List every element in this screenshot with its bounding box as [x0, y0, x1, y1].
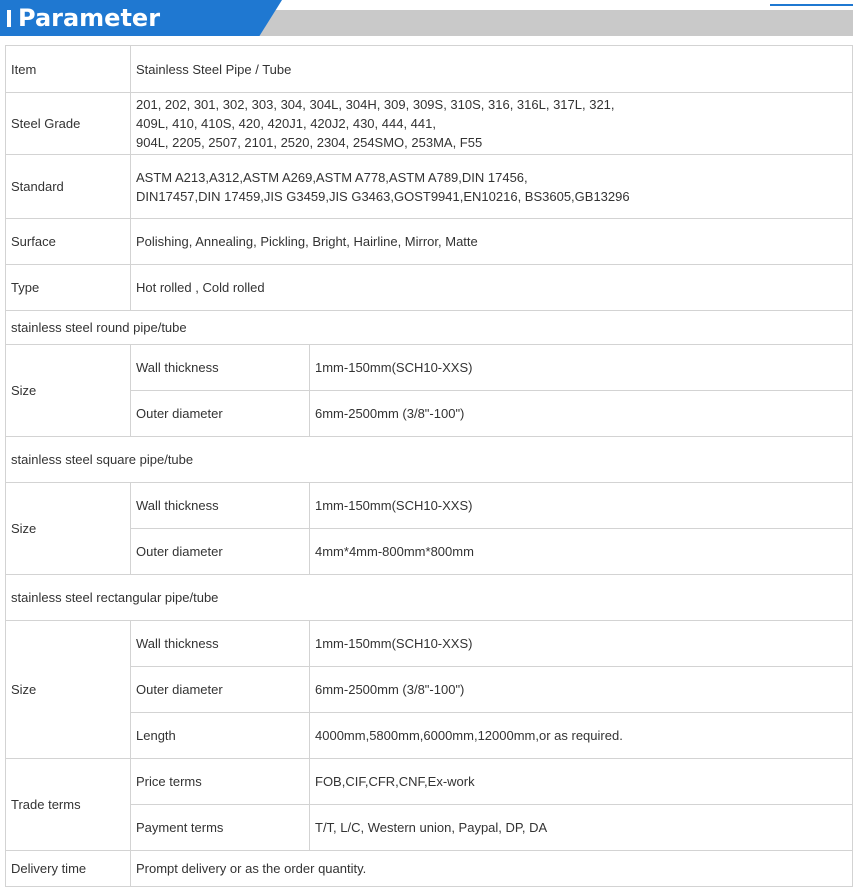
sub-label: Payment terms — [131, 805, 310, 851]
sub-value: 1mm-150mm(SCH10-XXS) — [310, 621, 853, 667]
row-label: Standard — [6, 155, 131, 219]
sub-value: 1mm-150mm(SCH10-XXS) — [310, 345, 853, 391]
section-heading-rect — [6, 575, 853, 621]
row-label: Size — [6, 345, 131, 437]
table-row-item — [6, 46, 853, 93]
table-row — [6, 759, 853, 805]
section-heading: stainless steel round pipe/tube — [6, 311, 853, 345]
sub-label: Outer diameter — [131, 529, 310, 575]
page-title-text: Parameter — [18, 4, 161, 32]
row-value: Prompt delivery or as the order quantity. — [131, 851, 853, 887]
row-value — [131, 93, 853, 155]
section-heading-square — [6, 437, 853, 483]
section-heading-round — [6, 311, 853, 345]
table-row-standard — [6, 155, 853, 219]
sub-value: 1mm-150mm(SCH10-XXS) — [310, 483, 853, 529]
page-title — [7, 3, 160, 33]
row-value: Hot rolled , Cold rolled — [131, 265, 853, 311]
table-row — [6, 345, 853, 391]
sub-value: 6mm-2500mm (3/8"-100") — [310, 667, 853, 713]
sub-label: Wall thickness — [131, 345, 310, 391]
table-row-delivery — [6, 851, 853, 887]
row-value: Stainless Steel Pipe / Tube — [131, 46, 853, 93]
row-label: Size — [6, 483, 131, 575]
grade-line: 409L, 410, 410S, 420, 420J1, 420J2, 430, 444, 441, — [136, 116, 436, 131]
row-value: Polishing, Annealing, Pickling, Bright, Hairline, Mirror, Matte — [131, 219, 853, 265]
standard-line: ASTM A213,A312,ASTM A269,ASTM A778,ASTM A789,DIN 17456, — [136, 169, 528, 185]
sub-value: 6mm-2500mm (3/8"-100") — [310, 391, 853, 437]
table-row — [6, 391, 853, 437]
section-heading: stainless steel square pipe/tube — [6, 437, 853, 483]
sub-value: 4000mm,5800mm,6000mm,12000mm,or as required. — [310, 713, 853, 759]
row-label: Size — [6, 621, 131, 759]
row-label: Item — [6, 46, 131, 93]
title-bar-icon — [7, 10, 11, 27]
sub-label: Outer diameter — [131, 391, 310, 437]
sub-label: Price terms — [131, 759, 310, 805]
section-heading: stainless steel rectangular pipe/tube — [6, 575, 853, 621]
sub-value: 4mm*4mm-800mm*800mm — [310, 529, 853, 575]
sub-label: Outer diameter — [131, 667, 310, 713]
header-accent-line — [770, 4, 853, 6]
row-label: Trade terms — [6, 759, 131, 851]
table-row — [6, 713, 853, 759]
table-row — [6, 529, 853, 575]
row-label: Type — [6, 265, 131, 311]
table-row — [6, 805, 853, 851]
table-row-type — [6, 265, 853, 311]
table-row-steel-grade — [6, 93, 853, 155]
row-value — [131, 155, 853, 219]
section-header — [0, 0, 861, 38]
sub-value: T/T, L/C, Western union, Paypal, DP, DA — [310, 805, 853, 851]
sub-label: Wall thickness — [131, 621, 310, 667]
grade-line: 904L, 2205, 2507, 2101, 2520, 2304, 254SMO, 253MA, F55 — [136, 135, 483, 150]
standard-line: DIN17457,DIN 17459,JIS G3459,JIS G3463,GOST9941,EN10216, BS3605,GB13296 — [136, 188, 630, 204]
table-row — [6, 667, 853, 713]
parameter-table — [5, 45, 853, 887]
grade-line: 201, 202, 301, 302, 303, 304, 304L, 304H, 309, 309S, 310S, 316, 316L, 317L, 321, — [136, 97, 615, 112]
sub-label: Wall thickness — [131, 483, 310, 529]
sub-label: Length — [131, 713, 310, 759]
row-label: Steel Grade — [6, 93, 131, 155]
table-row — [6, 483, 853, 529]
table-row-surface — [6, 219, 853, 265]
table-row — [6, 621, 853, 667]
row-label: Surface — [6, 219, 131, 265]
row-label: Delivery time — [6, 851, 131, 887]
sub-value: FOB,CIF,CFR,CNF,Ex-work — [310, 759, 853, 805]
